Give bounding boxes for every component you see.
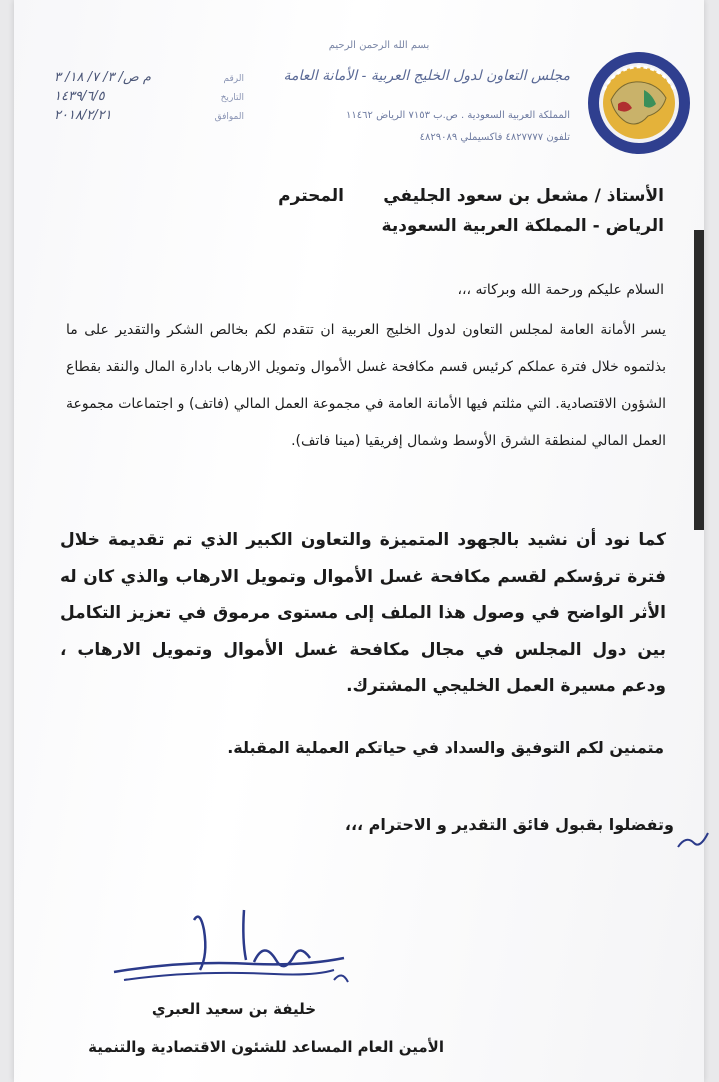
- paragraph-thanks: يسر الأمانة العامة لمجلس التعاون لدول الخليج العربية ان تتقدم لكم بخالص الشكر والتقدير على ما بذلتموه خلال فترة عملكم كرئيس قسم مكافحة غسل الأموال وتمويل الارهاب بادارة المال والنقد بقطاع الشؤون الاقتصادية. التي مثلتم فيها الأمانة العامة في مجموعة العمل المالي (فاتف) و اجتماعات مجموعة العمل المالي لمنطقة الشرق الأوسط وشمال إفريقيا (مينا فاتف).: [66, 322, 666, 449]
- letter-sheet: [14, 0, 704, 1082]
- signer-title: الأمين العام المساعد للشئون الاقتصادية والتنمية: [88, 1038, 444, 1056]
- signer-name: خليفة بن سعيد العبري: [151, 1000, 317, 1018]
- corresponding-date-label: الموافق: [214, 112, 244, 122]
- gregorian-date: ٢٠١٨/٢/٢١: [54, 108, 112, 123]
- recipient-city: الرياض - المملكة العربية السعودية: [381, 216, 664, 236]
- reference-row: [54, 70, 244, 85]
- corresponding-date-row: [54, 108, 244, 123]
- reference-label: الرقم: [223, 74, 244, 84]
- paragraph-praise: كما نود أن نشيد بالجهود المتميزة والتعاون الكبير الذي تم تقديمة خلال فترة ترؤسكم لقسم مكافحة غسل الأموال وتمويل الارهاب والذي كان له الأثر الواضح في وصول هذا الملف إلى مستوى مرموق في تعزيز التكامل بين دول المجلس في مجال مكافحة غسل الأموال وتمويل الارهاب ، ودعم مسيرة العمل الخليجي المشترك.: [60, 530, 666, 696]
- greeting: السلام عليكم ورحمة الله وبركاته ،،،: [457, 282, 664, 298]
- date-label: التاريخ: [220, 93, 244, 103]
- recipient-name: الأستاذ / مشعل بن سعود الجليفي: [383, 186, 664, 206]
- basmala: بسم الله الرحمن الرحيم: [328, 40, 430, 51]
- closing-salutation: وتفضلوا بقبول فائق التقدير و الاحترام ،،،: [344, 815, 674, 834]
- organization-address: المملكة العربية السعودية . ص.ب ٧١٥٣ الرياض ١١٤٦٢: [346, 110, 570, 121]
- best-wishes: متمنين لكم التوفيق والسداد في حياتكم العملية المقبلة.: [227, 738, 664, 757]
- hijri-date: ١٤٣٩/٦/٥: [54, 89, 105, 104]
- pen-mark-icon: [674, 825, 714, 855]
- organization-name: مجلس التعاون لدول الخليج العربية - الأمانة العامة: [283, 68, 570, 84]
- date-row: [54, 89, 244, 104]
- gcc-emblem-logo: [586, 50, 692, 156]
- page-edge-shadow: [694, 230, 704, 530]
- handwritten-signature: [104, 900, 364, 1010]
- recipient-honorific: المحترم: [278, 186, 344, 206]
- organization-phone: تلفون ٤٨٢٧٧٧٧ فاكسيملي ٤٨٢٩٠٨٩: [419, 132, 570, 143]
- reference-block: [54, 70, 244, 127]
- reference-number: م ص/ ٣/ ٧/ ١٨/ ٣: [54, 70, 151, 85]
